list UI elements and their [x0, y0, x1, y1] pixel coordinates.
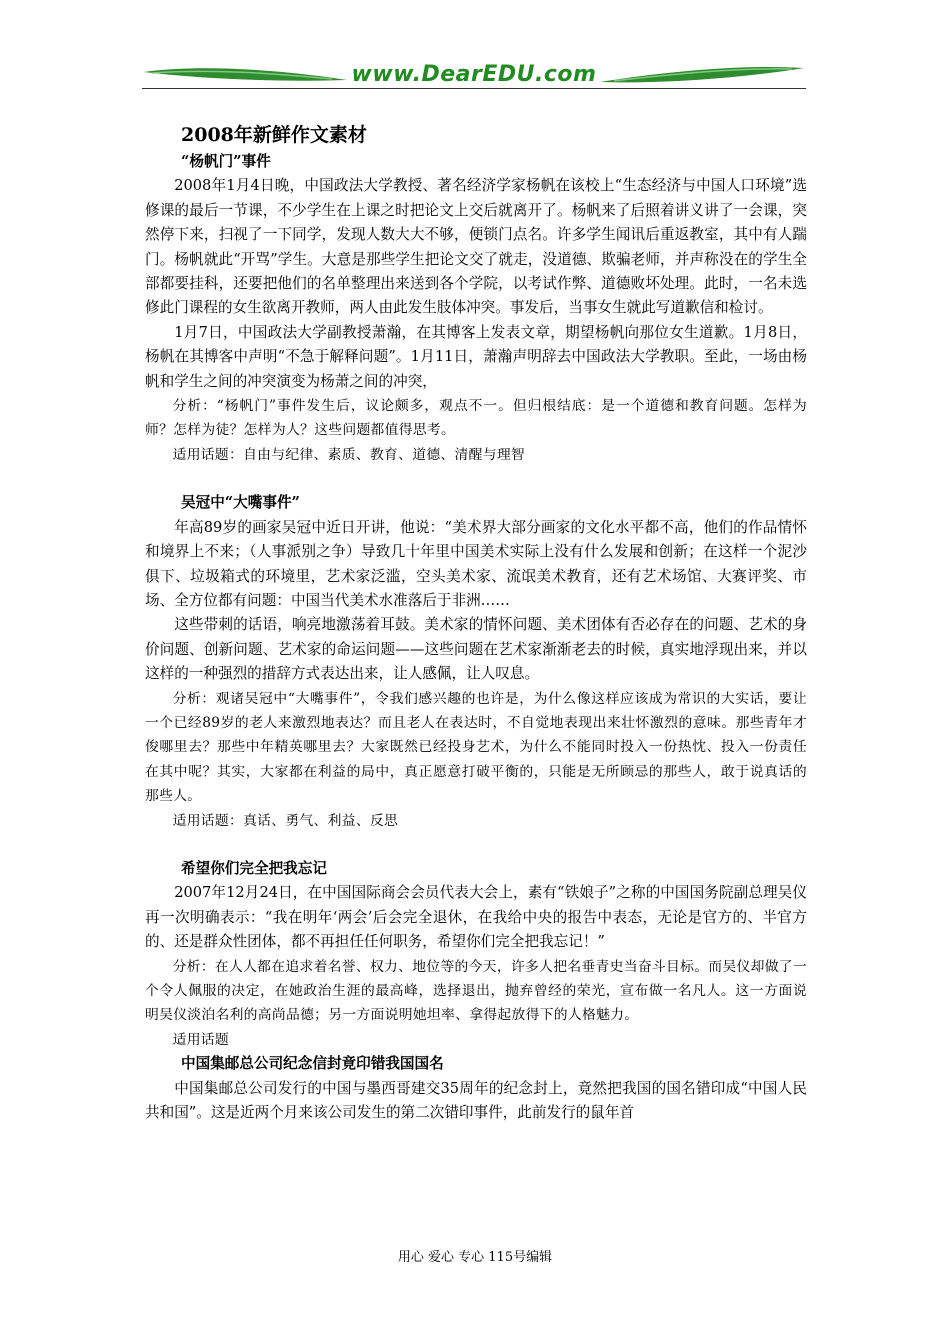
section-heading: 吴冠中“大嘴事件”: [181, 494, 300, 512]
section-heading: 希望你们完全把我忘记: [181, 859, 327, 877]
analysis-paragraph: 分析：“杨帆门”事件发生后，议论颇多，观点不一。但归根结底：是一个道德和教育问题。怎样为师？怎样为徒？怎样为人？这些问题都值得思考。: [145, 398, 807, 439]
section-heading: 中国集邮总公司纪念信封竟印错我国国名: [181, 1055, 444, 1073]
section-spacer: [145, 467, 807, 491]
topics-line: 适用话题: [172, 1031, 229, 1048]
analysis-paragraph: 分析：观诸吴冠中“大嘴事件”，令我们感兴趣的也许是，为什么像这样应该成为常识的大实话，要让一个已经89岁的老人来激烈地表达？而且老人在表达时，不自觉地表现出来壮怀激烈的意味。那些青年才俊哪里去？那些中年精英哪里去？大家既然已经投身艺术，为什么不能同时投入一份热忱、投入一份责任在其中呢？其实，大家都在利益的局中，真正愿意打破平衡的，只能是无所顾忌的那些人，敢于说真话的那些人。: [145, 690, 807, 805]
paragraph: 年高89岁的画家吴冠中近日开讲，他说：“美术界大部分画家的文化水平都不高，他们的作品情怀和境界上不来；（人事派别之争）导致几十年里中国美术实际上没有什么发展和创新；在这样一个泥沙俱下、垃圾箱式的环境里，艺术家泛滥，空头美术家、流氓美术教育，还有艺术场馆、大赛评奖、市场、全方位都有问题：中国当代美术水准落后于非洲……: [145, 518, 807, 609]
section-spacer: [145, 833, 807, 857]
analysis-paragraph: 分析：在人人都在追求着名誉、权力、地位等的今天，许多人把名垂青史当奋斗目标。而吴仪却做了一个令人佩服的决定，在她政治生涯的最高峰，选择退出，抛弃曾经的荣光，宣布做一名凡人。这一方面说明吴仪淡泊名利的高尚品德；另一方面说明她坦率、拿得起放得下的人格魅力。: [145, 958, 807, 1024]
page-footer: 用心 爱心 专心 115号编辑: [397, 1250, 553, 1265]
paragraph: 中国集邮总公司发行的中国与墨西哥建交35周年的纪念封上，竟然把我国的国名错印成“中国人民共和国”。这是近两个月来该公司发生的第二次错印事件，此前发行的鼠年首: [145, 1079, 807, 1122]
paragraph: 2007年12月24日，在中国国际商会会员代表大会上，素有“铁娘子”之称的中国国务院副总理吴仪再一次明确表示：“我在明年‘两会’后会完全退休，在我给中央的报告中表态，无论是官方的、半官方的、还是群众性团体，都不再担任任何职务，希望你们完全把我忘记！”: [145, 884, 807, 951]
document-body: [145, 118, 807, 1125]
site-logo-text: www.DearEDU.com: [351, 62, 597, 87]
section-heading: “杨帆门”事件: [181, 153, 271, 170]
document-title: 2008年新鲜作文素材: [181, 124, 367, 146]
paragraph: 2008年1月4日晚，中国政法大学教授、著名经济学家杨帆在该校上“生态经济与中国人口环境”选修课的最后一节课，不少学生在上课之时把论文上交后就离开了。杨帆来了后照着讲义讲了一会课，突然停下来，扫视了一下同学，发现人数大大不够，便锁门点名。许多学生闻讯后重返教室，其中有人踹门。杨帆就此“开骂”学生。大意是那些学生把论文交了就走，没道德、欺骗老师，并声称没在的学生全部都要挂科，还要把他们的名单整理出来送到各个学院，以考试作弊、道德败坏处理。此时，一名未选修此门课程的女生欲离开教师，两人由此发生肢体冲突。事发后，当事女生就此写道歉信和检讨。: [145, 177, 807, 317]
paragraph: 这些带刺的话语，响亮地激荡着耳鼓。美术家的情怀问题、美术团体有否必存在的问题、艺术的身价问题、创新问题、艺术家的命运问题——这些问题在艺术家渐渐老去的时候，真实地浮现出来，并以这样的一种强烈的措辞方式表达出来，让人感佩，让人叹息。: [145, 616, 807, 683]
paragraph: 1月7日，中国政法大学副教授萧瀚，在其博客上发表文章，期望杨帆向那位女生道歉。1月8日，杨帆在其博客中声明“不急于解释问题”。1月11日，萧瀚声明辞去中国政法大学教职。至此，一场由杨帆和学生之间的冲突演变为杨萧之间的冲突，: [145, 323, 807, 390]
topics-line: 适用话题：真话、勇气、利益、反思: [172, 812, 399, 829]
topics-line: 适用话题：自由与纪律、素质、教育、道德、清醒与理智: [172, 446, 526, 463]
header-rule: [142, 88, 806, 89]
